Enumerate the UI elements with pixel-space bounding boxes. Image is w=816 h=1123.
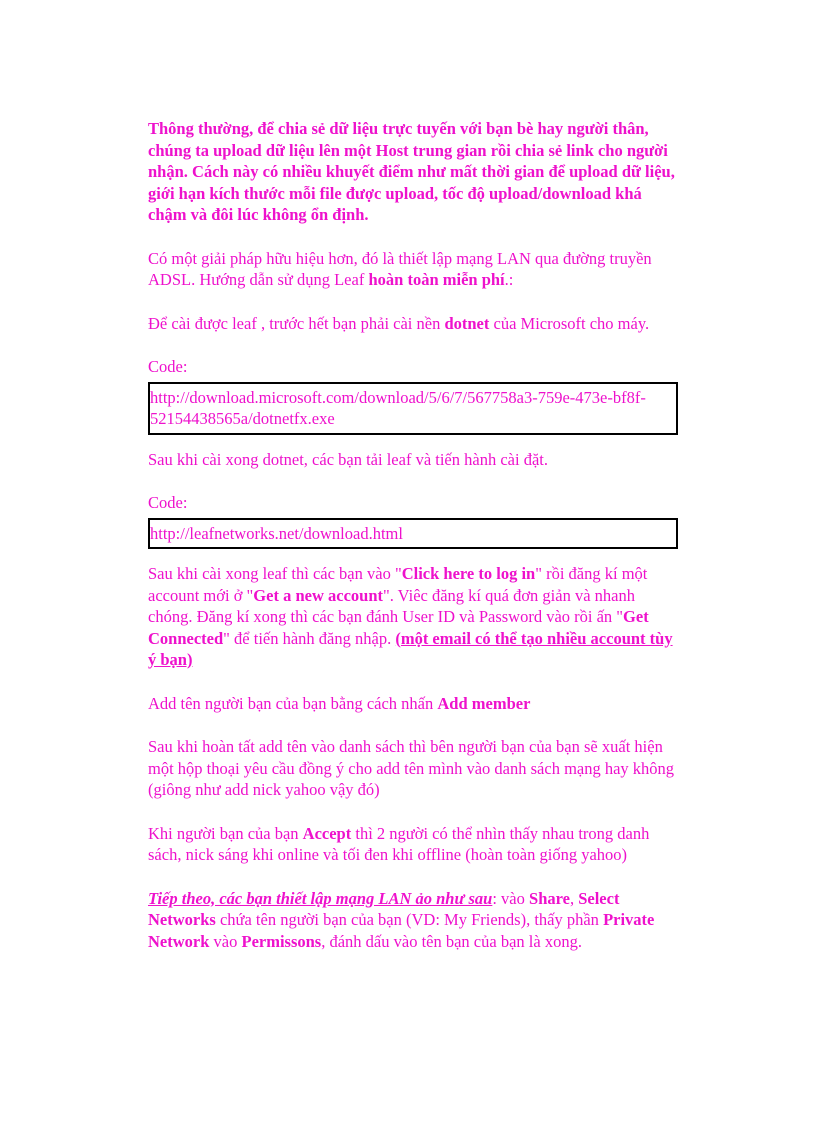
- paragraph-install: Sau khi cài xong dotnet, các bạn tải leaf và tiến hành cài đặt.: [148, 449, 548, 469]
- paragraph-accept: [148, 823, 678, 866]
- code-label-2: Code:: [148, 493, 188, 512]
- code-box-1[interactable]: [148, 382, 678, 435]
- solution-bold: hoàn toàn miễn phí: [368, 270, 505, 289]
- accept-bold: Accept: [302, 823, 352, 843]
- login-bold-2: Get a new account: [253, 585, 383, 605]
- lan-bold-3: Private Network: [148, 910, 655, 951]
- lan-heading: Tiếp theo, các bạn thiết lập mạng LAN ảo như sau: [148, 888, 493, 908]
- paragraph-solution: [148, 248, 678, 291]
- login-text-1: Sau khi cài xong leaf thì các bạn vào ": [148, 564, 402, 583]
- paragraph-add-member: [148, 693, 678, 715]
- dotnet-bold: dotnet: [444, 313, 490, 333]
- login-bold-1: Click here to log in: [401, 564, 536, 583]
- code-value-2[interactable]: http://leafnetworks.net/download.html: [150, 523, 403, 543]
- login-text-2: " rồi đăng kí một account mới ở ": [148, 564, 648, 605]
- code-value-1[interactable]: http://download.microsoft.com/download/5/6/7/567758a3-759e-473e-bf8f-52154438565a/dotnetfx.exe: [150, 387, 646, 428]
- paragraph-lan-setup: [148, 888, 678, 953]
- solution-text: Có một giải pháp hữu hiệu hơn, đó là thiết lập mạng LAN qua đường truyền ADSL. Hướng dẫn sử dụng Leaf: [148, 248, 652, 289]
- intro-paragraph: Thông thường, để chia sẻ dữ liệu trực tuyến với bạn bè hay người thân, chúng ta upload dữ liệu lên một Host trung gian rồi chia sẻ link cho người nhận. Cách này có nhiều khuyết điểm như mất thời gian để upload dữ liệu, giới hạn kích thước mỗi file được upload, tốc độ upload/download khá chậm và đôi lúc không ổn định.: [148, 119, 675, 224]
- lan-text-2: ,: [569, 888, 579, 908]
- lan-text-4: vào: [209, 931, 242, 951]
- login-text-3: ". Viêc đăng kí quá đơn giản và nhanh chóng. Đăng kí xong thì các bạn đánh User ID và Password vào rồi ấn ": [148, 585, 635, 626]
- dotnet-text: Để cài được leaf , trước hết bạn phải cài nền: [148, 313, 445, 333]
- paragraph-confirm: Sau khi hoàn tất add tên vào danh sách thì bên người bạn của bạn sẽ xuất hiện một hộp thoại yêu cầu đồng ý cho add tên mình vào danh sách mạng hay không (giông như add nick yahoo vậy đó): [148, 737, 675, 799]
- dotnet-tail: của Microsoft cho máy.: [489, 313, 650, 333]
- code-label-1: Code:: [148, 357, 188, 376]
- accept-text-2: thì 2 người có thể nhìn thấy nhau trong danh sách, nick sáng khi online và tối đen khi offline (hoàn toàn giống yahoo): [148, 823, 650, 864]
- solution-tail: .:: [504, 270, 514, 289]
- login-text-4: " để tiến hành đăng nhập.: [223, 628, 396, 648]
- lan-text-1: : vào: [492, 888, 530, 908]
- add-member-text: Add tên người bạn của bạn bằng cách nhấn: [148, 693, 438, 713]
- lan-bold-2: Select Networks: [148, 888, 620, 929]
- document-body: [148, 118, 678, 952]
- lan-text-5: , đánh dấu vào tên bạn của bạn là xong.: [321, 931, 582, 951]
- lan-bold-1: Share: [529, 888, 570, 908]
- lan-text-3: chứa tên người bạn của bạn (VD: My Friends), thấy phần: [215, 910, 604, 929]
- accept-text-1: Khi người bạn của bạn: [148, 823, 303, 843]
- add-member-bold: Add member: [437, 693, 531, 713]
- code-box-2[interactable]: [148, 518, 678, 550]
- login-underline-note: (một email có thể tạo nhiều account tùy ý bạn): [148, 628, 673, 669]
- paragraph-dotnet: [148, 313, 678, 335]
- login-bold-3: Get Connected: [148, 607, 649, 648]
- paragraph-login: [148, 563, 678, 671]
- lan-bold-4: Permissons: [241, 931, 322, 951]
